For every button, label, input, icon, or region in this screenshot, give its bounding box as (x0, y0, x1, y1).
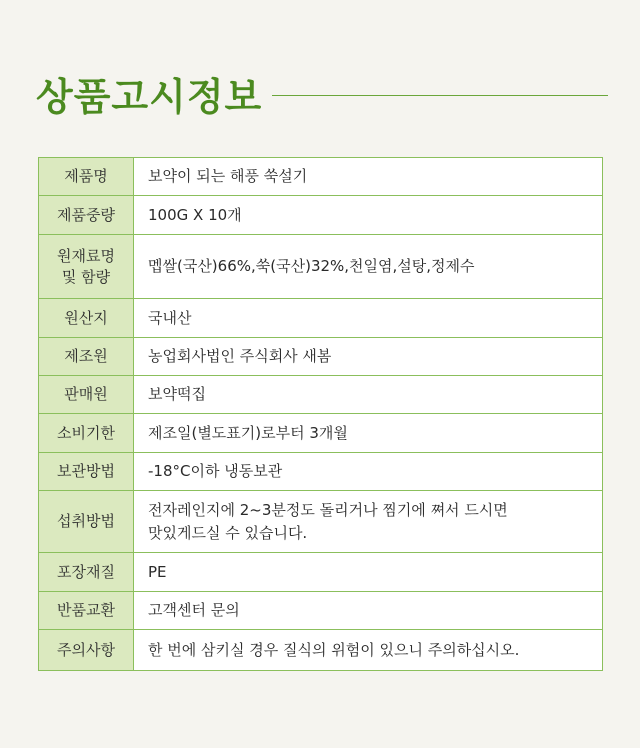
row-label (39, 196, 134, 235)
row-label (39, 553, 134, 592)
row-value-text: 고객센터 문의 (148, 601, 240, 619)
row-label (39, 338, 134, 376)
row-label (39, 414, 134, 453)
row-label-text: 섭취방법 (57, 512, 115, 530)
row-label (39, 592, 134, 630)
row-value-text: 제조일(별도표기)로부터 3개월 (148, 423, 348, 442)
row-value-text: 국내산 (148, 308, 192, 327)
row-label (39, 376, 134, 414)
row-label-text: 보관방법 (57, 462, 115, 480)
row-label-text: 원산지 (64, 308, 108, 327)
row-label (39, 491, 134, 553)
row-value-text: 100G X 10개 (148, 205, 242, 224)
row-value (134, 491, 603, 553)
row-value-text: 한 번에 삼키실 경우 질식의 위험이 있으니 주의하십시오. (148, 640, 520, 659)
table-row (39, 414, 603, 453)
row-label-text: 주의사항 (57, 640, 115, 659)
row-value (134, 158, 603, 196)
row-label-text: 제품명 (64, 167, 108, 185)
row-label (39, 630, 134, 671)
row-value-text: 농업회사법인 주식회사 새봄 (148, 347, 332, 365)
row-value (134, 196, 603, 235)
table-row (39, 453, 603, 491)
row-value (134, 592, 603, 630)
table-row (39, 299, 603, 338)
row-label (39, 158, 134, 196)
row-value-text: 보약떡집 (148, 385, 206, 403)
row-value (134, 235, 603, 299)
row-value-text: 멥쌀(국산)66%,쑥(국산)32%,천일염,설탕,정제수 (148, 257, 475, 275)
row-label-text: 제조원 (64, 347, 108, 365)
row-value (134, 453, 603, 491)
table-row (39, 158, 603, 196)
table-row (39, 553, 603, 592)
row-label-text: 반품교환 (57, 601, 115, 619)
row-value-text: -18°C이하 냉동보관 (148, 462, 283, 480)
product-info-table (38, 157, 603, 671)
table-row (39, 196, 603, 235)
title-divider (272, 95, 608, 96)
row-label-text: 포장재질 (57, 562, 115, 581)
row-label (39, 235, 134, 299)
table-row (39, 491, 603, 553)
row-value-text: 전자레인지에 2~3분정도 돌리거나 찜기에 쪄서 드시면 맛있게드실 수 있습니다. (148, 500, 508, 542)
row-label-text: 판매원 (64, 385, 108, 403)
row-value-text: PE (148, 562, 167, 581)
row-label-text: 원재료명 및 함량 (57, 246, 115, 286)
row-value-text: 보약이 되는 해풍 쑥설기 (148, 167, 308, 185)
row-label-text: 제품중량 (57, 205, 115, 224)
row-value (134, 630, 603, 671)
row-value (134, 299, 603, 338)
row-value (134, 376, 603, 414)
row-value (134, 553, 603, 592)
table-row (39, 338, 603, 376)
page-title: 상품고시정보 (36, 75, 263, 119)
row-value (134, 338, 603, 376)
table-row (39, 376, 603, 414)
row-label-text: 소비기한 (57, 423, 115, 442)
row-label (39, 453, 134, 491)
table-row (39, 592, 603, 630)
row-label (39, 299, 134, 338)
table-row (39, 630, 603, 671)
row-value (134, 414, 603, 453)
table-row (39, 235, 603, 299)
